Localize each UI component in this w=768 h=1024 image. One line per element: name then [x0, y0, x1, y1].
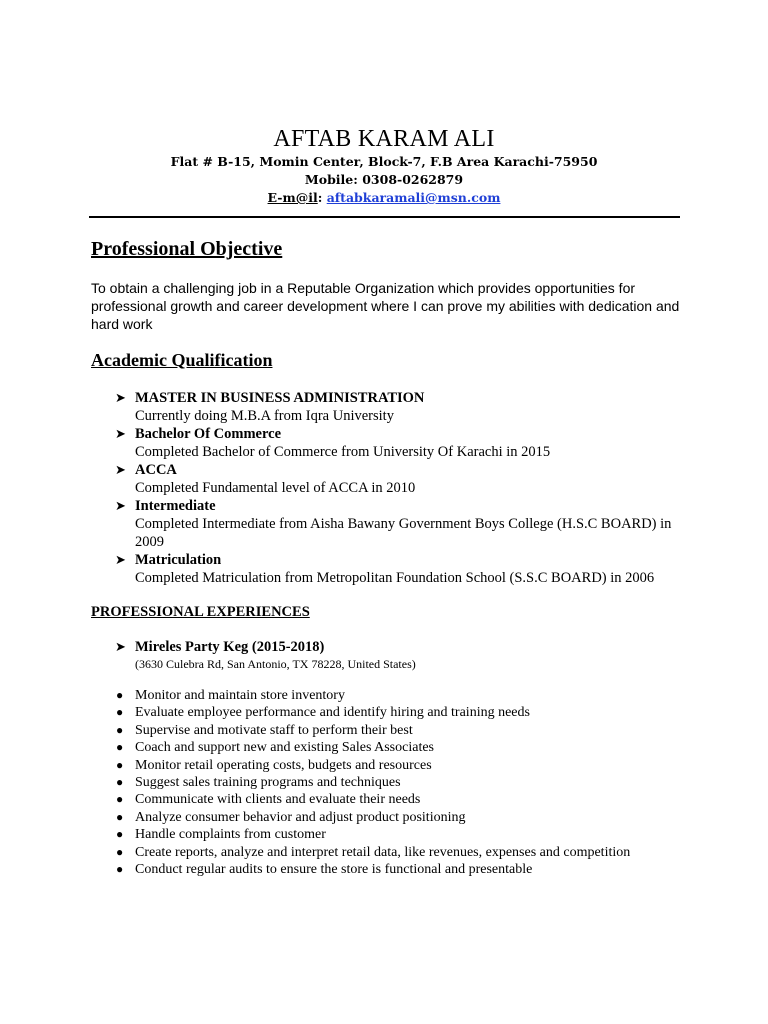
- duty-text: Evaluate employee performance and identify hiring and training needs: [135, 705, 530, 721]
- dot-bullet-icon: ●: [116, 740, 124, 755]
- qualification-detail: Completed Intermediate from Aisha Bawany Government Boys College (H.S.C BOARD) in 2009: [135, 516, 672, 550]
- duty-item: [0, 791, 768, 808]
- duty-item: [0, 687, 768, 704]
- dot-bullet-icon: ●: [116, 792, 124, 807]
- dot-bullet-icon: ●: [116, 757, 124, 772]
- arrow-bullet-icon: ➤: [115, 426, 126, 441]
- qualification-detail: Completed Bachelor of Commerce from University Of Karachi in 2015: [135, 444, 551, 460]
- arrow-bullet-icon: ➤: [115, 390, 126, 405]
- qualification-item: [0, 461, 768, 497]
- email-label: E-m@il: [267, 190, 318, 205]
- qualification-item: [0, 497, 768, 551]
- duty-text: Communicate with clients and evaluate their needs: [135, 792, 421, 808]
- arrow-bullet-icon: ➤: [115, 462, 126, 477]
- qualification-detail: Completed Matriculation from Metropolitan Foundation School (S.S.C BOARD) in 2006: [135, 570, 655, 586]
- qualification-title: Intermediate: [135, 498, 216, 514]
- duty-text: Conduct regular audits to ensure the store is functional and presentable: [135, 861, 533, 877]
- duty-item: [0, 844, 768, 861]
- email-separator: :: [317, 190, 327, 205]
- duty-text: Coach and support new and existing Sales Associates: [135, 740, 435, 756]
- dot-bullet-icon: ●: [116, 774, 124, 789]
- qualification-title: Matriculation: [135, 552, 222, 568]
- dot-bullet-icon: ●: [116, 688, 124, 702]
- dot-bullet-icon: ●: [116, 827, 124, 842]
- candidate-name: AFTAB KARAM ALI: [273, 126, 495, 152]
- qualification-detail: Completed Fundamental level of ACCA in 2010: [135, 480, 416, 496]
- duty-text: Suggest sales training programs and techniques: [135, 774, 401, 790]
- objective-text: To obtain a challenging job in a Reputable Organization which provides opportunities for professional growth and career development where I can prove my abilities with dedication and hard work: [91, 280, 680, 332]
- dot-bullet-icon: ●: [116, 722, 124, 737]
- arrow-bullet-icon: ➤: [115, 552, 126, 567]
- qualification-list: [0, 389, 768, 587]
- duty-item: [0, 861, 768, 878]
- qualification-title: Bachelor Of Commerce: [135, 426, 282, 442]
- duty-item: [0, 774, 768, 791]
- duty-text: Create reports, analyze and interpret retail data, like revenues, expenses and competition: [135, 844, 631, 860]
- email-link[interactable]: aftabkaramali@msn.com: [326, 190, 501, 205]
- dot-bullet-icon: ●: [116, 844, 124, 859]
- duty-text: Monitor retail operating costs, budgets and resources: [135, 757, 432, 773]
- qualification-title: MASTER IN BUSINESS ADMINISTRATION: [135, 390, 425, 406]
- job-title: Mireles Party Keg (2015-2018): [135, 639, 325, 655]
- dot-bullet-icon: ●: [116, 861, 124, 876]
- duty-item: [0, 757, 768, 774]
- dot-bullet-icon: ●: [116, 809, 124, 824]
- duty-text: Handle complaints from customer: [135, 827, 326, 843]
- qualification-item: [0, 389, 768, 425]
- duty-item: [0, 739, 768, 756]
- arrow-bullet-icon: ➤: [115, 639, 126, 654]
- qualification-detail: Currently doing M.B.A from Iqra University: [135, 408, 394, 424]
- experience-heading: PROFESSIONAL EXPERIENCES: [91, 604, 310, 620]
- duty-text: Monitor and maintain store inventory: [135, 688, 345, 703]
- qualification-title: ACCA: [135, 462, 177, 478]
- duty-list: [0, 687, 768, 878]
- header-divider: [89, 216, 680, 218]
- arrow-bullet-icon: ➤: [115, 498, 126, 513]
- mobile-line: Mobile: 0308-0262879: [304, 172, 464, 187]
- duty-text: Supervise and motivate staff to perform their best: [135, 722, 413, 738]
- duty-item: [0, 722, 768, 739]
- objective-heading: Professional Objective: [91, 238, 283, 260]
- address-line: Flat # B-15, Momin Center, Block-7, F.B Area Karachi-75950: [170, 154, 598, 169]
- qualification-item: [0, 551, 768, 587]
- academic-heading: Academic Qualification: [91, 350, 273, 370]
- duty-item: [0, 704, 768, 721]
- duty-text: Analyze consumer behavior and adjust product positioning: [135, 809, 466, 825]
- qualification-item: [0, 425, 768, 461]
- duty-item: [0, 826, 768, 843]
- email-line: [0, 190, 768, 205]
- job-address: (3630 Culebra Rd, San Antonio, TX 78228, United States): [135, 657, 416, 671]
- dot-bullet-icon: ●: [116, 705, 124, 720]
- duty-item: [0, 809, 768, 826]
